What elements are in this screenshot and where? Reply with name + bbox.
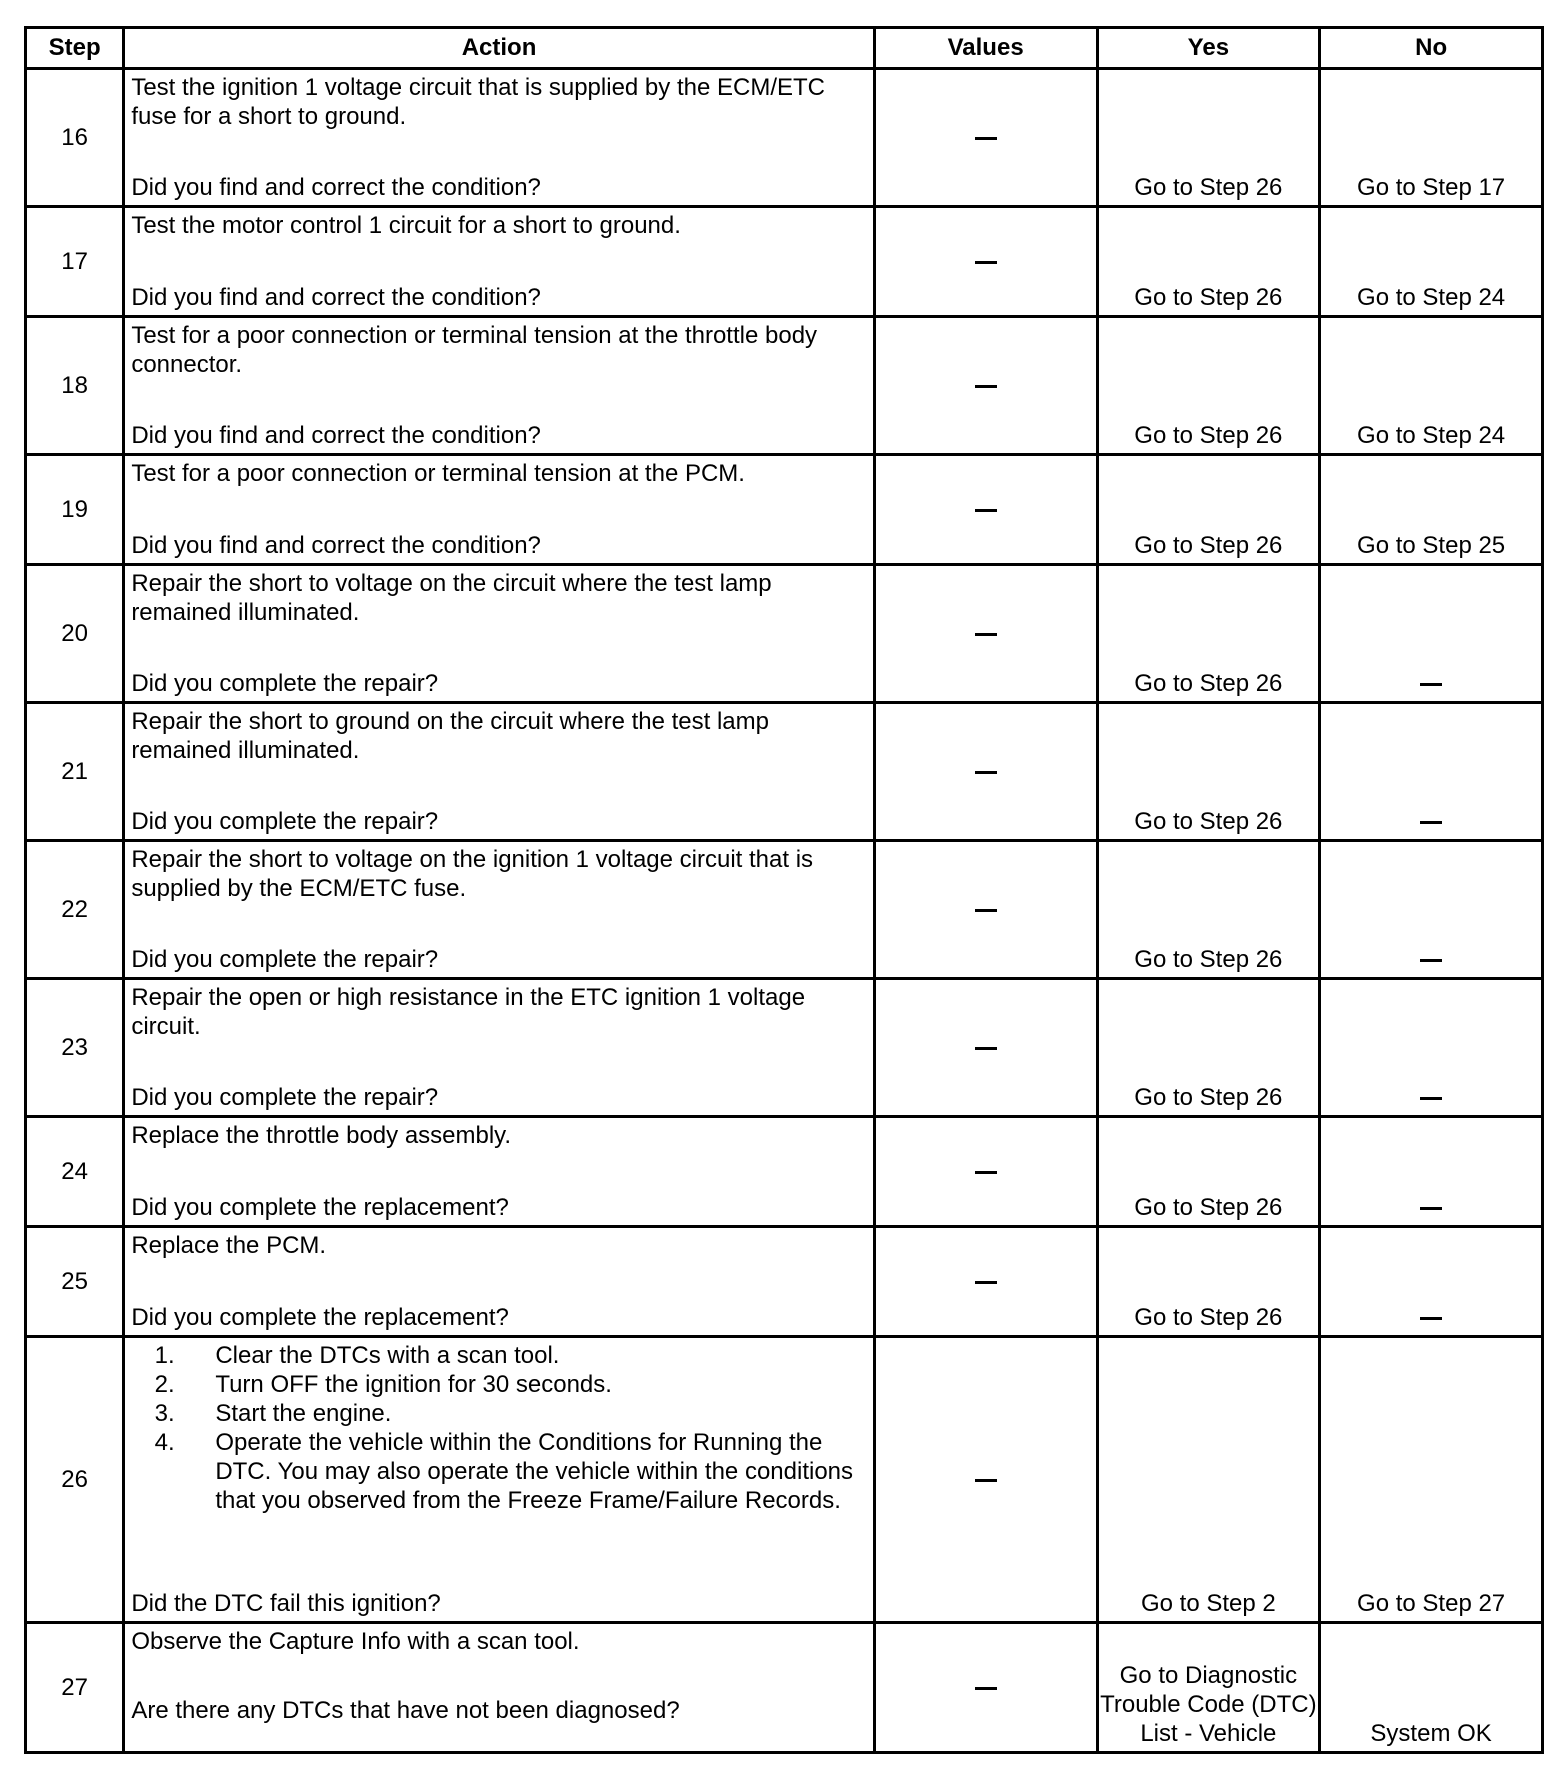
yes-cell: Go to Step 26 (1097, 702, 1320, 840)
dash-icon (975, 137, 997, 140)
action-text: Repair the short to voltage on the ignition 1 voltage circuit that is supplied by the ECM/ETC fuse. (131, 845, 814, 902)
action-cell (124, 702, 874, 840)
no-cell (1320, 1226, 1543, 1336)
values-cell (874, 1622, 1097, 1752)
values-cell (874, 316, 1097, 454)
table-row (26, 69, 1543, 207)
yes-cell: Go to Step 26 (1097, 1117, 1320, 1227)
values-cell (874, 979, 1097, 1117)
action-cell (124, 454, 874, 564)
step-number: 23 (26, 979, 124, 1117)
dash-icon (1420, 1317, 1442, 1320)
action-cell (124, 1336, 874, 1622)
header-row (26, 28, 1543, 69)
dash-icon (1420, 1097, 1442, 1100)
action-question: Are there any DTCs that have not been diagnosed? (131, 1696, 680, 1724)
no-cell (1320, 979, 1543, 1117)
step-number: 26 (26, 1336, 124, 1622)
yes-cell: Go to Step 26 (1097, 454, 1320, 564)
no-cell: System OK (1320, 1622, 1543, 1752)
no-cell (1320, 564, 1543, 702)
dash-icon (1420, 1207, 1442, 1210)
table-row (26, 1226, 1543, 1336)
header-action: Action (124, 28, 874, 69)
table-row (26, 564, 1543, 702)
values-cell (874, 840, 1097, 978)
action-text: Replace the PCM. (131, 1231, 327, 1259)
yes-cell: Go to Step 2 (1097, 1336, 1320, 1622)
action-cell (124, 979, 874, 1117)
action-question: Did you find and correct the condition? (131, 283, 541, 311)
action-cell (124, 840, 874, 978)
table-row (26, 207, 1543, 317)
table-row (26, 316, 1543, 454)
action-cell (124, 1117, 874, 1227)
dash-icon (1420, 821, 1442, 824)
values-cell (874, 1226, 1097, 1336)
dash-icon (975, 1281, 997, 1284)
values-cell (874, 1117, 1097, 1227)
dash-icon (975, 1171, 997, 1174)
table-row (26, 702, 1543, 840)
dash-icon (975, 1479, 997, 1482)
list-item: 2. Turn OFF the ignition for 30 seconds. (181, 1370, 866, 1399)
no-cell: Go to Step 25 (1320, 454, 1543, 564)
action-text: Repair the open or high resistance in the ETC ignition 1 voltage circuit. (131, 984, 806, 1040)
diagnostic-table (24, 26, 1544, 1754)
header-values: Values (874, 28, 1097, 69)
no-cell (1320, 840, 1543, 978)
yes-cell: Go to Step 26 (1097, 69, 1320, 207)
action-text: Repair the short to ground on the circuit where the test lamp remained illuminated. (131, 707, 769, 764)
action-question: Did you complete the repair? (131, 807, 439, 835)
table-row (26, 979, 1543, 1117)
no-cell (1320, 702, 1543, 840)
table-row (26, 454, 1543, 564)
table-row (26, 1336, 1543, 1622)
values-cell (874, 564, 1097, 702)
action-text: Replace the throttle body assembly. (131, 1122, 512, 1150)
dash-icon (975, 385, 997, 388)
list-item: 3. Start the engine. (181, 1399, 866, 1428)
yes-cell: Go to Step 26 (1097, 564, 1320, 702)
dash-icon (975, 1687, 997, 1690)
header-step: Step (26, 28, 124, 69)
dash-icon (975, 909, 997, 912)
action-text: Repair the short to voltage on the circuit where the test lamp remained illuminated. (131, 569, 772, 626)
yes-cell: Go to Step 26 (1097, 316, 1320, 454)
action-question: Did you complete the replacement? (131, 1193, 509, 1221)
header-no: No (1320, 28, 1543, 69)
no-cell: Go to Step 24 (1320, 316, 1543, 454)
yes-cell: Go to Step 26 (1097, 840, 1320, 978)
action-cell (124, 316, 874, 454)
step-number: 27 (26, 1622, 124, 1752)
dash-icon (1420, 683, 1442, 686)
dash-icon (975, 261, 997, 264)
yes-cell: Go to Diagnostic Trouble Code (DTC) List - Vehicle (1097, 1622, 1320, 1752)
step-number: 21 (26, 702, 124, 840)
dash-icon (975, 633, 997, 636)
no-cell: Go to Step 17 (1320, 69, 1543, 207)
values-cell (874, 69, 1097, 207)
step-number: 18 (26, 316, 124, 454)
no-cell: Go to Step 24 (1320, 207, 1543, 317)
action-question: Did you complete the replacement? (131, 1303, 509, 1331)
values-cell (874, 1336, 1097, 1622)
yes-cell: Go to Step 26 (1097, 1226, 1320, 1336)
yes-cell: Go to Step 26 (1097, 207, 1320, 317)
dash-icon (1420, 959, 1442, 962)
action-cell (124, 207, 874, 317)
header-yes: Yes (1097, 28, 1320, 69)
action-text: Test the motor control 1 circuit for a short to ground. (131, 212, 681, 240)
table-row (26, 840, 1543, 978)
dash-icon (975, 1047, 997, 1050)
procedure-list (131, 1341, 866, 1515)
action-question: Did you complete the repair? (131, 1084, 439, 1112)
no-cell: Go to Step 27 (1320, 1336, 1543, 1622)
values-cell (874, 454, 1097, 564)
step-number: 24 (26, 1117, 124, 1227)
action-question: Did you find and correct the condition? (131, 174, 541, 202)
action-cell (124, 1622, 874, 1752)
action-text: Test for a poor connection or terminal tension at the PCM. (131, 459, 745, 487)
step-number: 25 (26, 1226, 124, 1336)
action-question: Did you find and correct the condition? (131, 421, 541, 449)
step-number: 20 (26, 564, 124, 702)
dash-icon (975, 509, 997, 512)
action-text: Test for a poor connection or terminal tension at the throttle body connector. (131, 321, 818, 378)
action-cell (124, 1226, 874, 1336)
action-text: Observe the Capture Info with a scan tool. (131, 1627, 580, 1655)
list-item: 4. Operate the vehicle within the Conditions for Running the DTC. You may also operate the vehicle within the conditions that you observed from the Freeze Frame/Failure Records. (181, 1428, 866, 1515)
values-cell (874, 207, 1097, 317)
action-text: Test the ignition 1 voltage circuit that is supplied by the ECM/ETC fuse for a short to ground. (131, 74, 825, 130)
step-number: 16 (26, 69, 124, 207)
step-number: 19 (26, 454, 124, 564)
values-cell (874, 702, 1097, 840)
table-row (26, 1622, 1543, 1752)
action-cell (124, 564, 874, 702)
action-question: Did you complete the repair? (131, 669, 439, 697)
step-number: 22 (26, 840, 124, 978)
list-item: 1. Clear the DTCs with a scan tool. (181, 1341, 866, 1370)
dash-icon (975, 771, 997, 774)
yes-cell: Go to Step 26 (1097, 979, 1320, 1117)
action-cell (124, 69, 874, 207)
action-question: Did the DTC fail this ignition? (131, 1589, 441, 1617)
table-row (26, 1117, 1543, 1227)
step-number: 17 (26, 207, 124, 317)
action-question: Did you find and correct the condition? (131, 531, 541, 559)
no-cell (1320, 1117, 1543, 1227)
action-question: Did you complete the repair? (131, 946, 439, 973)
